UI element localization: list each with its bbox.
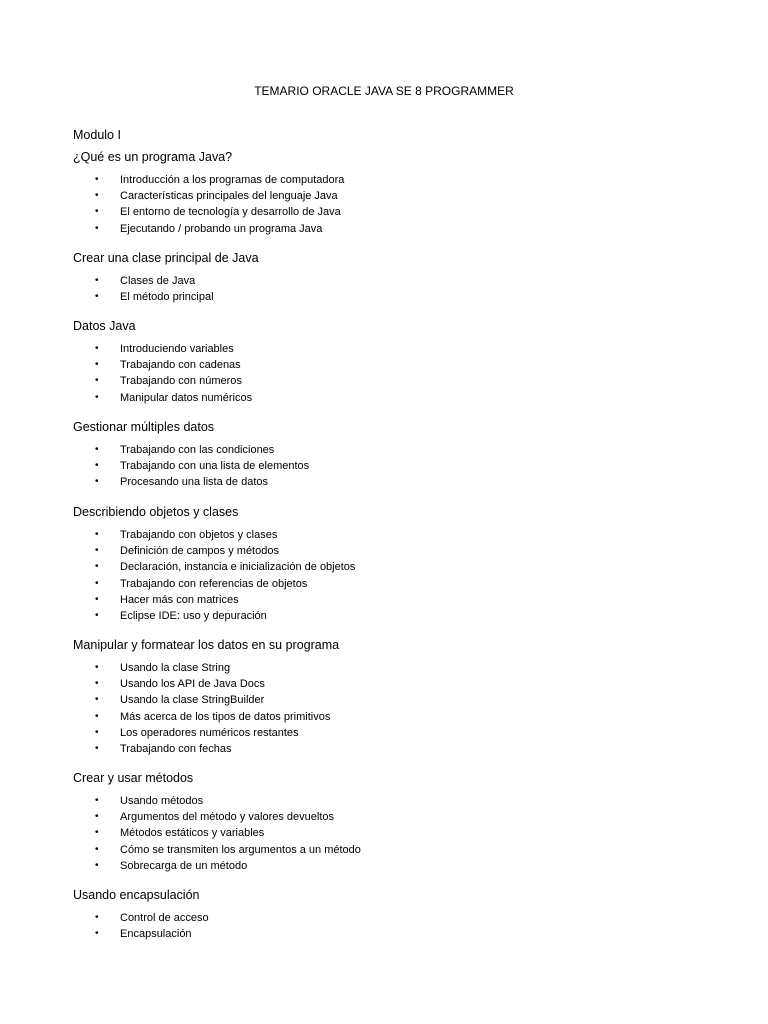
list-item xyxy=(73,543,733,559)
list-item-text: Argumentos del método y valores devueltos xyxy=(120,811,335,824)
bullet-icon: • xyxy=(95,593,99,605)
bullet-icon: • xyxy=(95,275,99,286)
bullet-list xyxy=(73,442,733,491)
list-item-text: Hacer más con matrices xyxy=(120,593,239,606)
list-item-text: Los operadores numéricos restantes xyxy=(120,726,299,739)
list-item xyxy=(73,357,733,373)
list-item xyxy=(73,188,733,204)
list-item-text: Trabajando con cadenas xyxy=(120,359,241,372)
list-item-text: Encapsulación xyxy=(120,928,192,941)
section-7 xyxy=(73,771,733,874)
bullet-icon: • xyxy=(95,609,99,621)
list-item-text: Trabajando con números xyxy=(120,375,242,388)
bullet-icon: • xyxy=(95,174,99,185)
list-item-text: Introduciendo variables xyxy=(120,343,234,355)
bullet-icon: • xyxy=(95,476,99,488)
bullet-icon: • xyxy=(95,694,99,706)
section-title: Crear y usar métodos xyxy=(73,771,194,785)
section-title: Gestionar múltiples datos xyxy=(73,420,215,434)
list-item-text: Procesando una lista de datos xyxy=(120,476,268,489)
list-item-text: Trabajando con fechas xyxy=(120,742,232,755)
list-item xyxy=(73,692,733,708)
list-item xyxy=(73,858,733,874)
list-item xyxy=(73,221,733,237)
section-title: Manipular y formatear los datos en su programa xyxy=(73,638,340,652)
list-item-text: Eclipse IDE: uso y depuración xyxy=(120,609,267,622)
list-item xyxy=(73,373,733,389)
bullet-list xyxy=(73,527,733,624)
section-6 xyxy=(73,638,733,757)
list-item-text: Definición de campos y métodos xyxy=(120,545,279,558)
bullet-icon: • xyxy=(95,811,99,823)
bullet-icon: • xyxy=(95,561,99,573)
bullet-icon: • xyxy=(95,662,99,673)
bullet-icon: • xyxy=(95,359,99,371)
bullet-icon: • xyxy=(95,827,99,839)
list-item-text: Trabajando con las condiciones xyxy=(120,444,275,456)
list-item-text: Trabajando con una lista de elementos xyxy=(120,460,310,473)
list-item-text: Usando métodos xyxy=(120,795,204,807)
bullet-icon: • xyxy=(95,343,99,354)
bullet-list xyxy=(73,273,733,305)
bullet-list xyxy=(73,172,733,237)
bullet-icon: • xyxy=(95,577,99,589)
list-item-text: Usando la clase String xyxy=(120,662,231,674)
section-3 xyxy=(73,319,733,406)
section-8 xyxy=(73,888,733,942)
list-item xyxy=(73,458,733,474)
bullet-icon: • xyxy=(95,206,99,218)
list-item-text: Métodos estáticos y variables xyxy=(120,827,265,840)
list-item xyxy=(73,442,733,458)
bullet-icon: • xyxy=(95,843,99,855)
list-item xyxy=(73,273,733,289)
bullet-icon: • xyxy=(95,545,99,557)
list-item-text: El entorno de tecnología y desarrollo de Java xyxy=(120,206,341,219)
list-item-text: Trabajando con objetos y clases xyxy=(120,529,278,541)
list-item xyxy=(73,725,733,741)
list-item xyxy=(73,842,733,858)
list-item-text: Características principales del lenguaje Java xyxy=(120,190,338,203)
list-item-text: Trabajando con referencias de objetos xyxy=(120,577,308,590)
list-item xyxy=(73,676,733,692)
list-item xyxy=(73,289,733,305)
bullet-icon: • xyxy=(95,291,99,303)
list-item-text: Usando la clase StringBuilder xyxy=(120,694,265,707)
list-item-text: Declaración, instancia e inicialización de objetos xyxy=(120,561,356,574)
list-item-text: Usando los API de Java Docs xyxy=(120,678,265,691)
list-item xyxy=(73,793,733,809)
list-item xyxy=(73,741,733,757)
section-title: Crear una clase principal de Java xyxy=(73,251,259,265)
bullet-icon: • xyxy=(95,444,99,455)
list-item xyxy=(73,204,733,220)
list-item xyxy=(73,172,733,188)
bullet-icon: • xyxy=(95,529,99,540)
bullet-icon: • xyxy=(95,391,99,403)
list-item-text: Más acerca de los tipos de datos primitivos xyxy=(120,710,331,723)
bullet-icon: • xyxy=(95,859,99,871)
section-title: ¿Qué es un programa Java? xyxy=(73,150,233,164)
bullet-icon: • xyxy=(95,795,99,806)
list-item-text: Manipular datos numéricos xyxy=(120,391,253,404)
list-item xyxy=(73,825,733,841)
list-item xyxy=(73,926,733,942)
list-item-text: Sobrecarga de un método xyxy=(120,859,248,872)
list-item xyxy=(73,809,733,825)
bullet-icon: • xyxy=(95,190,99,202)
bullet-icon: • xyxy=(95,928,99,940)
bullet-icon: • xyxy=(95,375,99,387)
list-item xyxy=(73,527,733,543)
list-item-text: El método principal xyxy=(120,291,214,304)
list-item-text: Introducción a los programas de computadora xyxy=(120,174,345,186)
bullet-list xyxy=(73,793,733,874)
list-item xyxy=(73,910,733,926)
bullet-list xyxy=(73,660,733,757)
list-item xyxy=(73,341,733,357)
list-item xyxy=(73,474,733,490)
bullet-list xyxy=(73,910,733,942)
bullet-icon: • xyxy=(95,460,99,472)
list-item-text: Control de acceso xyxy=(120,912,209,924)
list-item-text: Clases de Java xyxy=(120,275,196,287)
list-item-text: Ejecutando / probando un programa Java xyxy=(120,222,323,235)
bullet-icon: • xyxy=(95,726,99,738)
section-4 xyxy=(73,420,733,491)
section-title: Datos Java xyxy=(73,319,136,333)
bullet-icon: • xyxy=(95,742,99,754)
list-item xyxy=(73,660,733,676)
list-item xyxy=(73,559,733,575)
bullet-icon: • xyxy=(95,678,99,690)
list-item xyxy=(73,390,733,406)
list-item xyxy=(73,709,733,725)
bullet-icon: • xyxy=(95,912,99,923)
section-title: Describiendo objetos y clases xyxy=(73,505,239,519)
section-2 xyxy=(73,251,733,305)
bullet-icon: • xyxy=(95,222,99,234)
list-item xyxy=(73,592,733,608)
bullet-list xyxy=(73,341,733,406)
list-item xyxy=(73,576,733,592)
section-1 xyxy=(73,150,733,237)
list-item-text: Cómo se transmiten los argumentos a un método xyxy=(120,843,361,856)
module-title: Modulo I xyxy=(73,128,121,142)
document-title: TEMARIO ORACLE JAVA SE 8 PROGRAMMER xyxy=(254,84,514,98)
section-5 xyxy=(73,505,733,624)
bullet-icon: • xyxy=(95,710,99,722)
list-item xyxy=(73,608,733,624)
section-title: Usando encapsulación xyxy=(73,888,200,902)
